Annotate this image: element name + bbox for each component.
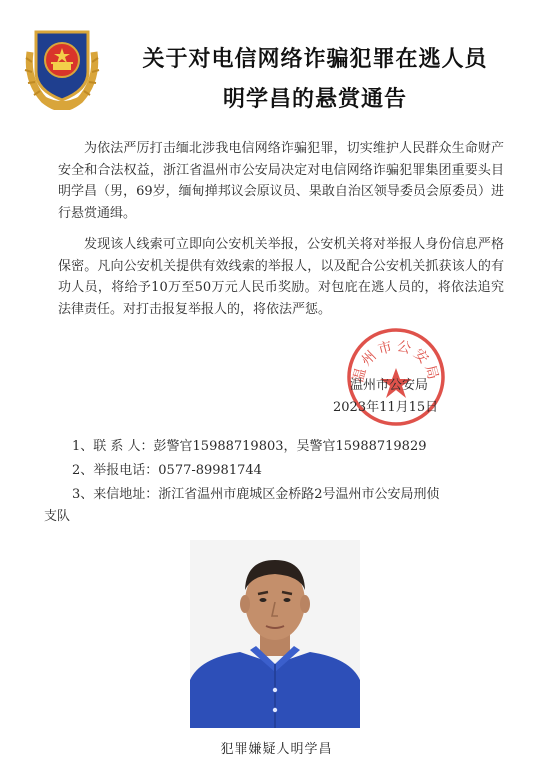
seal-text: 温州市公安局 xyxy=(350,338,442,385)
notice-title-line2: 明学昌的悬赏通告 xyxy=(222,86,407,112)
photo-caption: 犯罪嫌疑人明学昌 xyxy=(220,742,333,757)
contact-persons: 1、联 系 人：彭警官15988719803，吴警官15988719829 xyxy=(72,439,427,454)
mailing-address: 3、来信地址：浙江省温州市鹿城区金桥路2号温州市公安局刑侦 xyxy=(72,487,440,502)
issuer-name: 温州市公安局 xyxy=(350,378,429,393)
notice-paragraph-2: 发现该人线索可立即向公安机关举报，公安机关将对举报人身份信息严格保密。凡向公安机关提供有效线索的举报人，以及配合公安机关抓获该人的有功人员，将给予10万至50万元人民币奖励。对包庇在逃人员的，将依法追究法律责任。对打击报复举报人的，将依法严惩。 xyxy=(58,237,504,317)
notice-paragraph-1: 为依法严厉打击缅北涉我电信网络诈骗犯罪，切实维护人民群众生命财产安全和合法权益，浙江省温州市公安局决定对电信网络诈骗犯罪集团重要头目明学昌（男，69岁，缅甸掸邦议会原议员、果敢自治区领导委员会原委员）进行悬赏通缉。 xyxy=(58,141,504,221)
police-emblem-icon xyxy=(22,22,102,110)
report-phone: 2、举报电话：0577-89981744 xyxy=(72,463,262,478)
notice-title-line1: 关于对电信网络诈骗犯罪在逃人员 xyxy=(142,46,488,72)
mailing-address-cont: 支队 xyxy=(44,509,71,524)
suspect-photo xyxy=(190,540,360,728)
issue-date: 2023年11月15日 xyxy=(333,400,439,415)
